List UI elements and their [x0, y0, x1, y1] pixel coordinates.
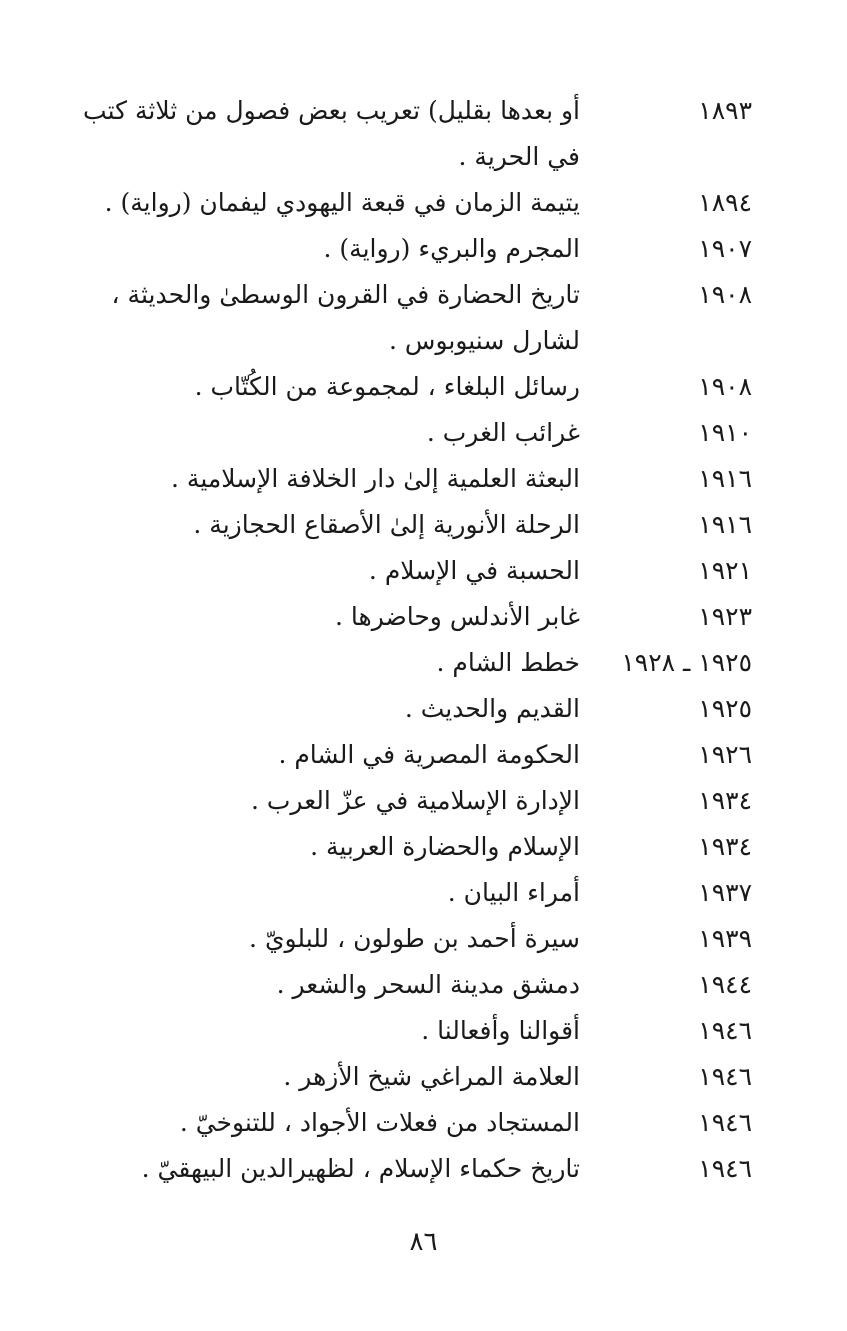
entry-year: ١٩٤٦: [698, 1108, 752, 1137]
entry-year: ١٩٣٩: [698, 924, 752, 953]
entry-title: العلامة المراغي شيخ الأزهر .: [283, 1062, 580, 1091]
entry-year: ١٩٤٦: [698, 1016, 752, 1045]
bibliography-entry: [70, 548, 770, 594]
entry-year: ١٩٤٤: [698, 970, 752, 999]
entry-year: ١٩١٠: [698, 418, 752, 447]
bibliography-entry: [70, 686, 770, 732]
entry-title: تاريخ الحضارة في القرون الوسطیٰ والحديثة ، لشارل سنيوبوس .: [111, 280, 580, 355]
entry-title: غرائب الغرب .: [426, 418, 580, 447]
bibliography-entry: [70, 870, 770, 916]
entry-title: يتيمة الزمان في قبعة اليهودي ليفمان (رواية) .: [104, 188, 580, 217]
bibliography-entry: [70, 962, 770, 1008]
bibliography-entry: [70, 824, 770, 870]
entry-title: القديم والحديث .: [404, 694, 580, 723]
bibliography-entry: [70, 640, 770, 686]
bibliography-entry: [70, 410, 770, 456]
entry-year: ١٨٩٤: [698, 188, 752, 217]
entry-year: ١٩٣٤: [698, 832, 752, 861]
entry-year: ١٩٠٧: [698, 234, 752, 263]
bibliography-entry: [70, 226, 770, 272]
bibliography-entry: [70, 916, 770, 962]
bibliography-entry: [70, 732, 770, 778]
entry-title: رسائل البلغاء ، لمجموعة من الكُتّاب .: [194, 372, 580, 401]
bibliography-list: [70, 88, 770, 1192]
entry-title: خطط الشام .: [436, 648, 580, 677]
entry-year: ١٩٤٦: [698, 1062, 752, 1091]
bibliography-entry: [70, 1008, 770, 1054]
entry-title: تاريخ حكماء الإسلام ، لظهيرالدين البيهقيّ .: [141, 1154, 580, 1183]
bibliography-entry: [70, 1054, 770, 1100]
entry-title: البعثة العلمية إلىٰ دار الخلافة الإسلامية .: [171, 464, 580, 493]
bibliography-entry: [70, 778, 770, 824]
entry-title: أو بعدها بقليل) تعريب بعض فصول من ثلاثة كتب في الحرية .: [83, 96, 580, 171]
entry-year: ١٩٣٧: [698, 878, 752, 907]
bibliography-entry: [70, 88, 770, 180]
bibliography-entry: [70, 180, 770, 226]
entry-title: الحسبة في الإسلام .: [368, 556, 580, 585]
bibliography-entry: [70, 272, 770, 364]
entry-year: ١٩٢١: [698, 556, 752, 585]
entry-year: ١٩١٦: [698, 510, 752, 539]
entry-title: غابر الأندلس وحاضرها .: [335, 602, 580, 631]
entry-title: الإسلام والحضارة العربية .: [310, 832, 580, 861]
bibliography-entry: [70, 1100, 770, 1146]
entry-year: ١٩٠٨: [698, 372, 752, 401]
bibliography-entry: [70, 1146, 770, 1192]
entry-year: ١٩٣٤: [698, 786, 752, 815]
entry-title: المستجاد من فعلات الأجواد ، للتنوخيّ .: [179, 1108, 580, 1137]
entry-title: الرحلة الأنورية إلىٰ الأصقاع الحجازية .: [193, 510, 580, 539]
bibliography-entry: [70, 502, 770, 548]
entry-title: أقوالنا وأفعالنا .: [421, 1016, 580, 1045]
entry-title: سيرة أحمد بن طولون ، للبلويّ .: [249, 924, 580, 953]
entry-title: المجرم والبريء (رواية) .: [323, 234, 580, 263]
bibliography-entry: [70, 364, 770, 410]
entry-year: ١٨٩٣: [698, 96, 752, 125]
entry-year: ١٩٢٣: [698, 602, 752, 631]
entry-year: ١٩٢٦: [698, 740, 752, 769]
entry-year: ١٩١٦: [698, 464, 752, 493]
entry-year: ١٩٢٥ ـ ١٩٢٨: [621, 648, 752, 677]
entry-year: ١٩٤٦: [698, 1154, 752, 1183]
bibliography-entry: [70, 456, 770, 502]
bibliography-entry: [70, 594, 770, 640]
entry-year: ١٩٠٨: [698, 280, 752, 309]
entry-year: ١٩٢٥: [698, 694, 752, 723]
page-number: ٨٦: [409, 1227, 438, 1257]
entry-title: الإدارة الإسلامية في عزّ العرب .: [251, 786, 580, 815]
entry-title: الحكومة المصرية في الشام .: [278, 740, 580, 769]
entry-title: دمشق مدينة السحر والشعر .: [276, 970, 580, 999]
entry-title: أمراء البيان .: [447, 878, 580, 907]
